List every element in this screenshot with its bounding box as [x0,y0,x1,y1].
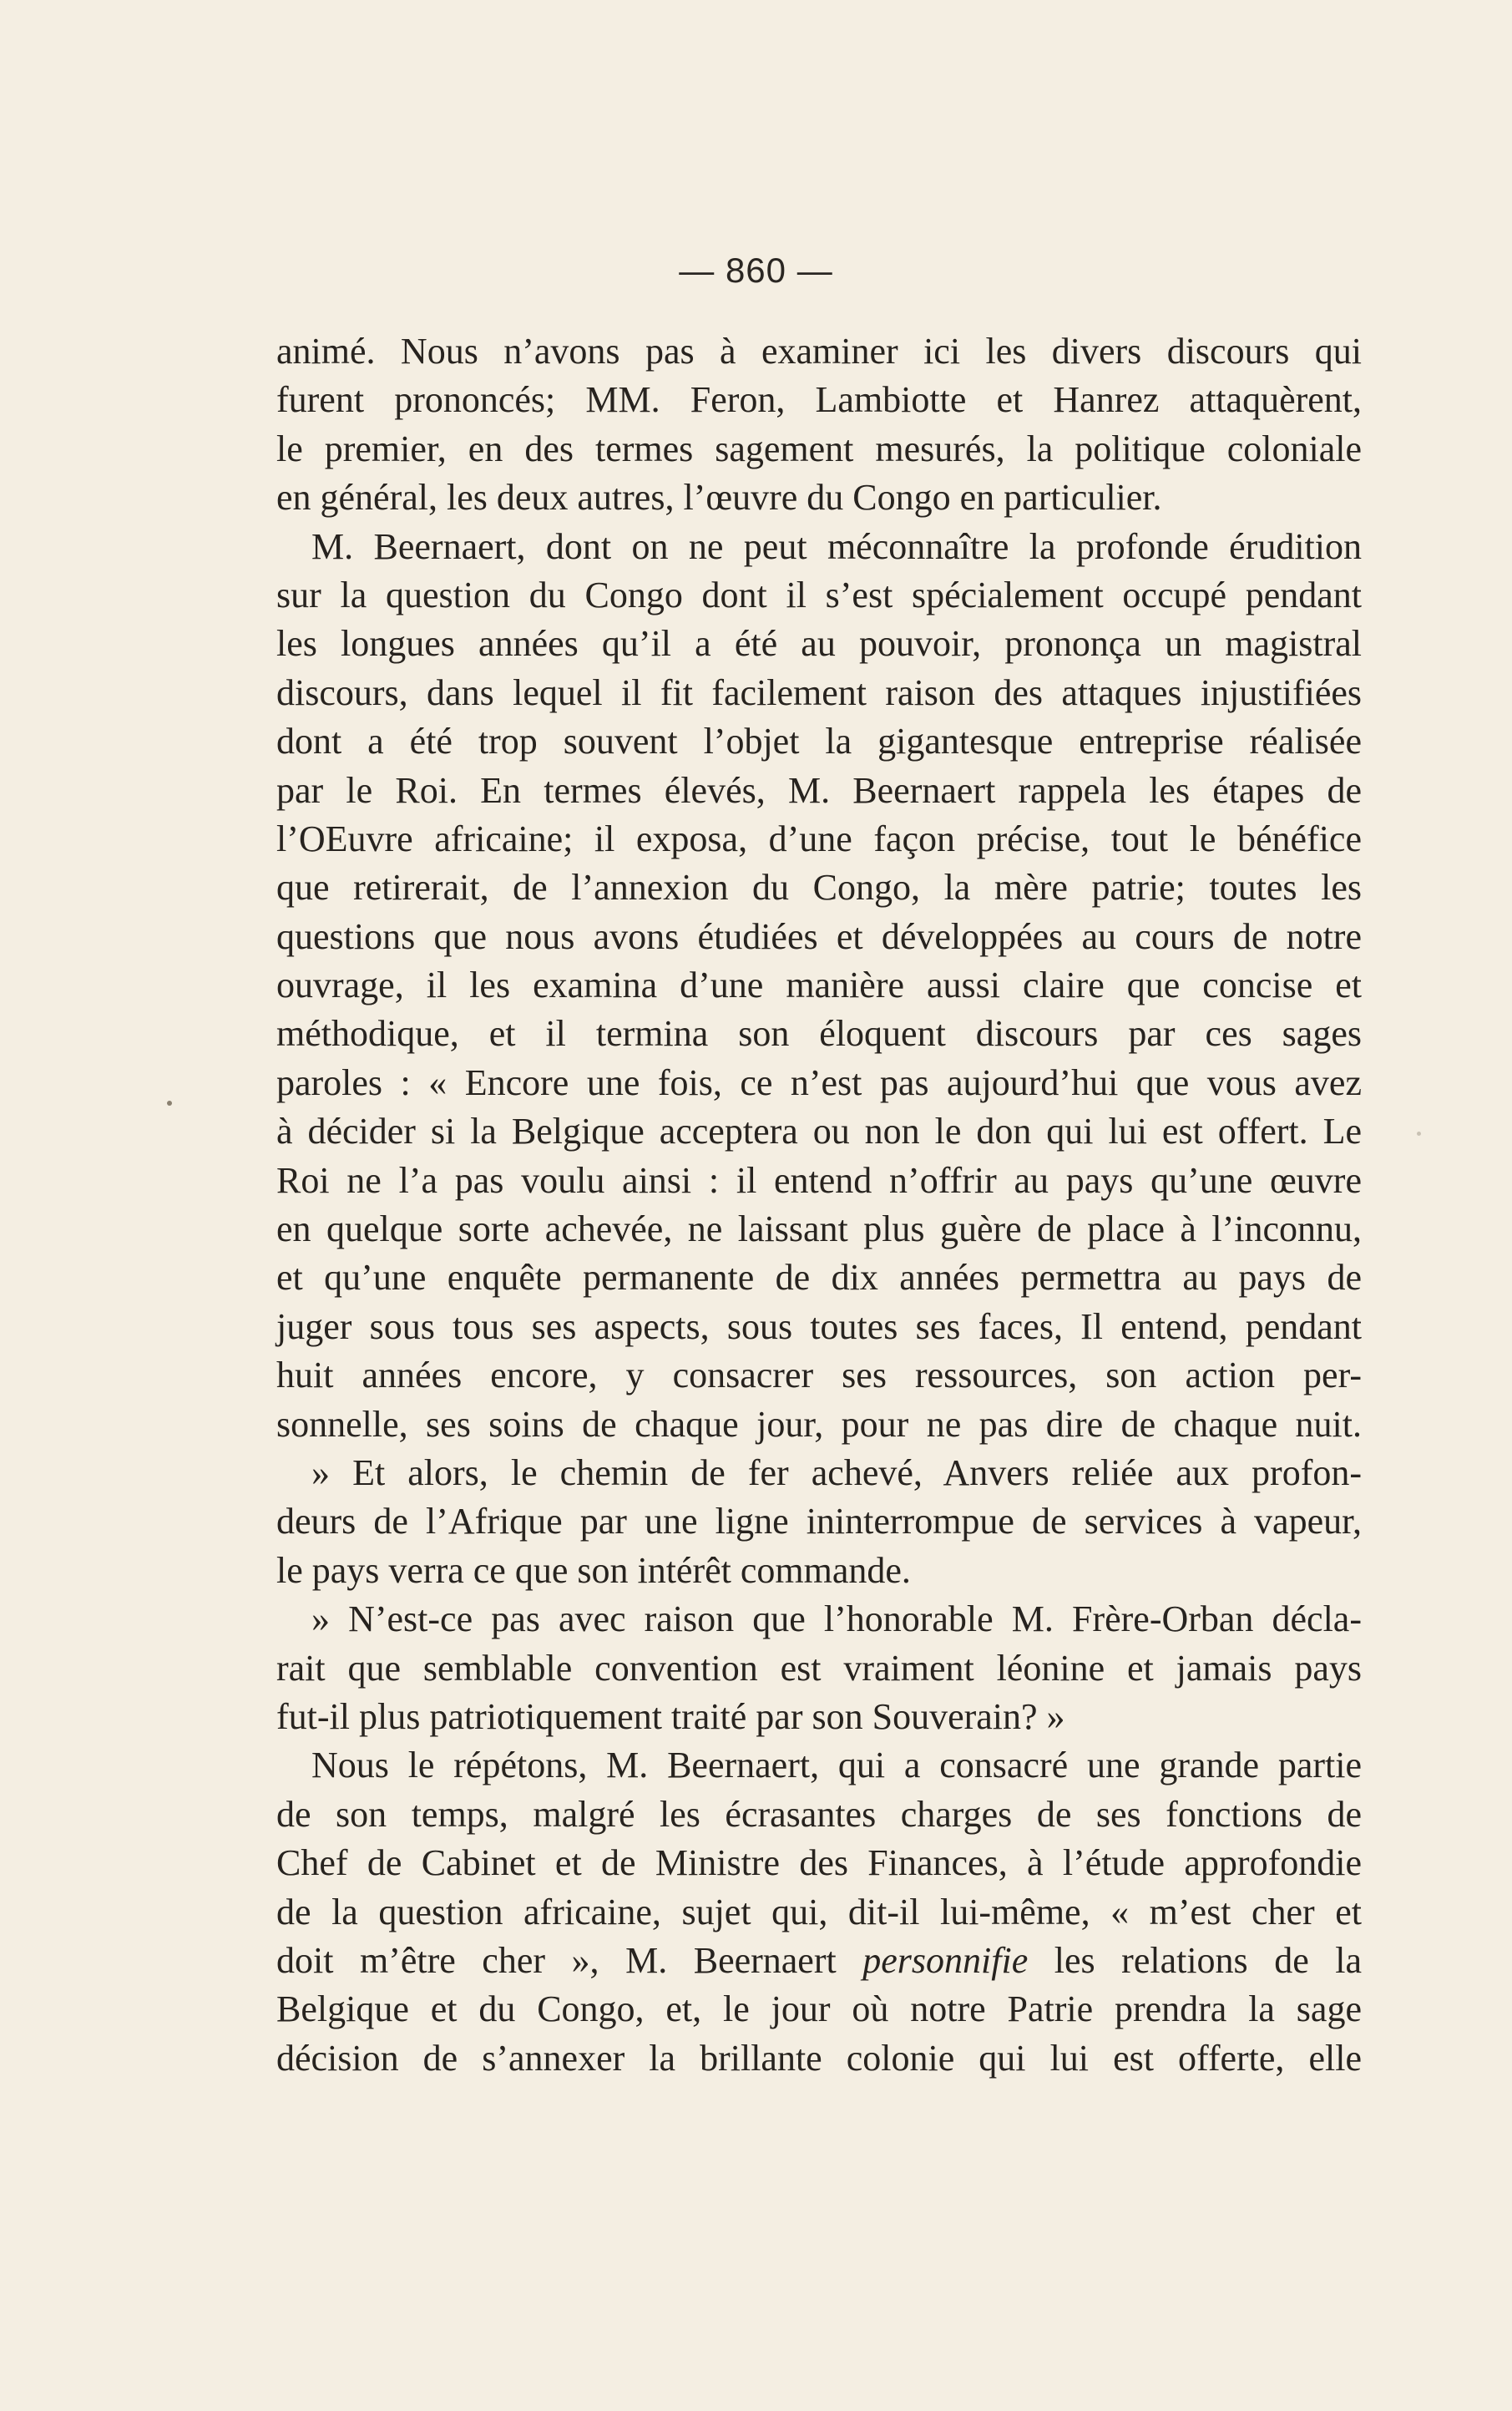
text-line: les longues années qu’il a été au pouvoir, prononça un magistral [276,623,1362,665]
text-line: Roi ne l’a pas voulu ainsi : il entend n’offrir au pays qu’une œuvre [276,1159,1362,1201]
text-line: Chef de Cabinet et de Ministre des Finances, à l’étude approfondie [276,1842,1362,1884]
page-number: — 860 — [679,251,833,290]
text-line: sonnelle, ses soins de chaque jour, pour ne pas dire de chaque nuit. [276,1403,1362,1445]
text-line: en quelque sorte achevée, ne laissant plus guère de place à l’inconnu, [276,1208,1362,1250]
text-line: le pays verra ce que son intérêt commande. [276,1549,911,1591]
text-line: méthodique, et il termina son éloquent discours par ces sages [276,1013,1362,1055]
text-line: huit années encore, y consacrer ses ressources, son action per- [276,1355,1362,1396]
text-line: paroles : « Encore une fois, ce n’est pas aujourd’hui que vous avez [276,1061,1362,1103]
text-line: que retirerait, de l’annexion du Congo, la mère patrie; toutes les [276,867,1362,909]
text-line: discours, dans lequel il fit facilement raison des attaques injustifiées [276,671,1362,713]
text-line: deurs de l’Afrique par une ligne ininterrompue de services à vapeur, [276,1501,1362,1542]
text-line: rait que semblable convention est vraiment léonine et jamais pays [276,1647,1362,1689]
text-line: M. Beernaert, dont on ne peut méconnaître la profonde érudition [311,525,1362,567]
text-line: de son temps, malgré les écrasantes charges de ses fonctions de [276,1793,1362,1835]
text-line: » N’est-ce pas avec raison que l’honorable M. Frère-Orban décla- [311,1598,1362,1640]
text-line: ouvrage, il les examina d’une manière aussi claire que concise et [276,965,1362,1006]
text-line: furent prononcés; MM. Feron, Lambiotte et Hanrez attaquèrent, [276,379,1362,421]
text-line: Nous le répétons, M. Beernaert, qui a consacré une grande partie [311,1745,1362,1786]
text-line: et qu’une enquête permanente de dix années permettra au pays de [276,1257,1362,1299]
text-line: à décider si la Belgique acceptera ou non le don qui lui est offert. Le [276,1111,1362,1152]
text-line: en général, les deux autres, l’œuvre du Congo en particulier. [276,477,1162,519]
paper-speck [167,1101,172,1106]
text-line: juger sous tous ses aspects, sous toutes ses faces, Il entend, pendant [276,1305,1362,1347]
text-line: par le Roi. En termes élevés, M. Beernaert rappela les étapes de [276,769,1362,811]
text-line: sur la question du Congo dont il s’est spécialement occupé pendant [276,574,1362,615]
body-text [276,327,1362,2083]
text-line: Belgique et du Congo, et, le jour où notre Patrie prendra la sage [276,1988,1362,2030]
text-line: l’OEuvre africaine; il exposa, d’une façon précise, tout le bénéfice [276,818,1362,859]
text-line: » Et alors, le chemin de fer achevé, Anvers reliée aux profon- [311,1451,1362,1493]
text-line: dont a été trop souvent l’objet la gigantesque entreprise réalisée [276,721,1362,762]
text-line: animé. Nous n’avons pas à examiner ici les divers discours qui [276,331,1362,372]
text-line: questions que nous avons étudiées et développées au cours de notre [276,915,1362,957]
paper-speck [1417,1132,1421,1136]
text-line: le premier, en des termes sagement mesurés, la politique coloniale [276,428,1362,469]
text-line: décision de s’annexer la brillante colonie qui lui est offerte, elle [276,2037,1362,2079]
text-line: doit m’être cher », M. Beernaert personnifie les relations de la [276,1939,1363,1981]
emphasized-word: personnifie [862,1939,1029,1981]
text-line: de la question africaine, sujet qui, dit-il lui-même, « m’est cher et [276,1891,1362,1932]
text-line: fut-il plus patriotiquement traité par son Souverain? » [276,1695,1065,1737]
